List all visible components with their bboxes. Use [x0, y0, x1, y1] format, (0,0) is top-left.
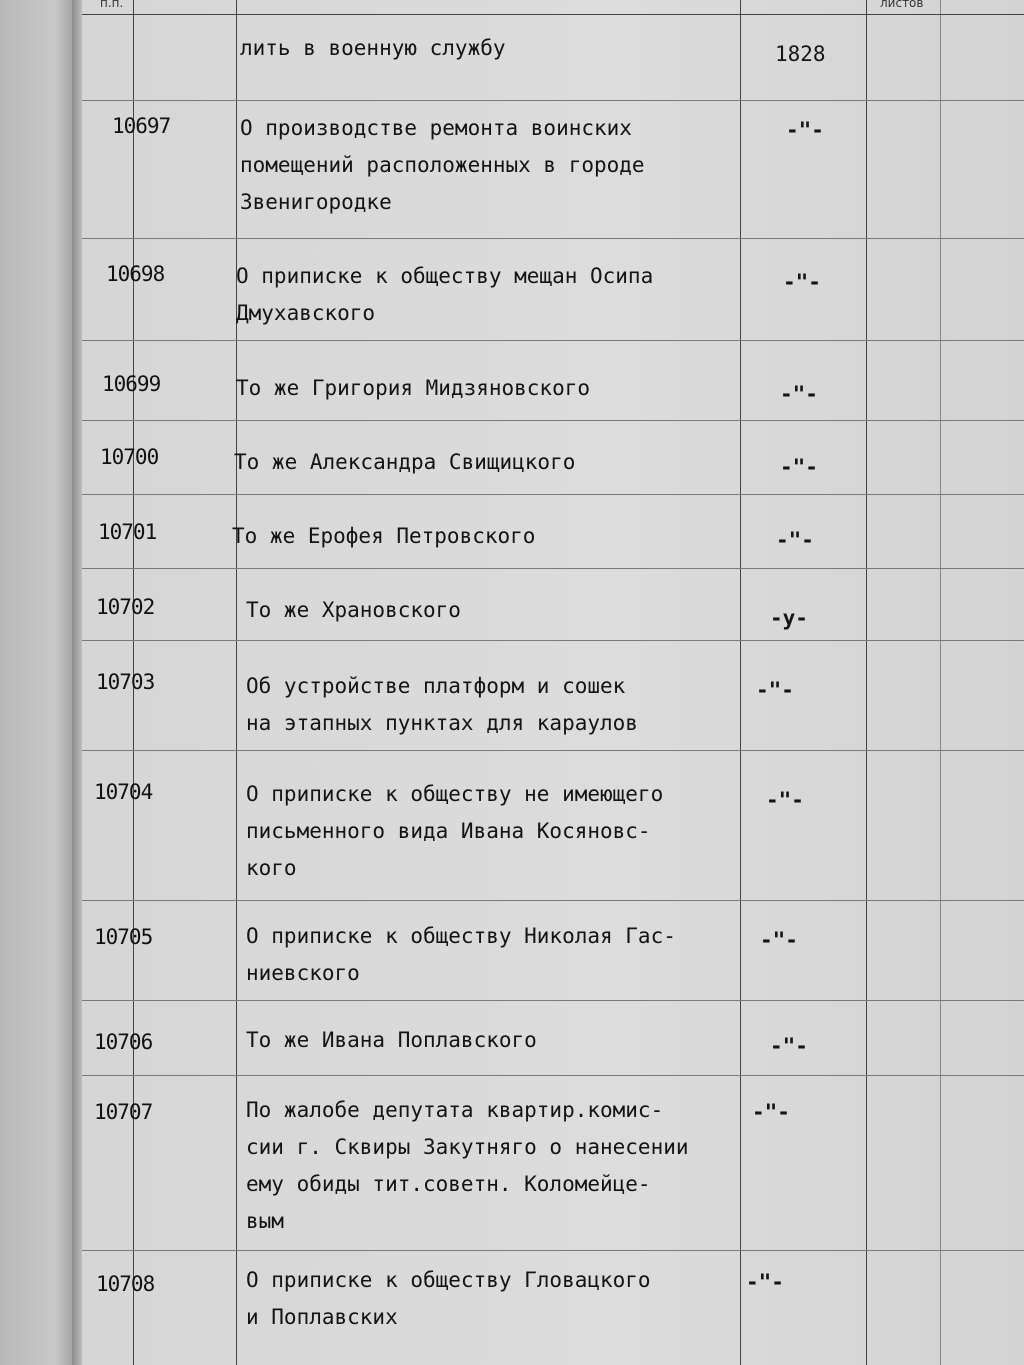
left-page-edge [0, 0, 78, 1365]
row-description: лить в военную службу [240, 36, 506, 60]
row-description: То же Ивана Поплавского [246, 1028, 537, 1052]
row-rule [82, 1000, 1024, 1001]
row-ditto-mark: -"- [766, 788, 804, 812]
row-ditto-mark: -"- [760, 928, 798, 952]
row-rule [82, 640, 1024, 641]
row-rule [82, 1250, 1024, 1251]
row-description: То же Храновского [246, 598, 461, 622]
row-number: 10698 [106, 262, 165, 286]
row-ditto-mark: -"- [783, 270, 821, 294]
row-number: 10702 [96, 595, 155, 619]
header-number: п.п. [100, 0, 124, 10]
row-number: 10708 [96, 1272, 155, 1296]
row-number: 10707 [94, 1100, 153, 1124]
row-number: 10699 [102, 372, 161, 396]
row-ditto-mark: -"- [752, 1100, 790, 1124]
row-rule [82, 494, 1024, 495]
row-number: 10703 [96, 670, 155, 694]
row-ditto-mark: -"- [770, 1034, 808, 1058]
row-number: 10697 [112, 114, 171, 138]
row-rule [82, 238, 1024, 239]
row-ditto-mark: -"- [780, 382, 818, 406]
row-description: То же Александра Свищицкого [234, 450, 576, 474]
row-rule [82, 750, 1024, 751]
row-rule [82, 420, 1024, 421]
row-rule [82, 1075, 1024, 1076]
row-ditto-mark: -"- [776, 528, 814, 552]
row-number: 10700 [100, 445, 159, 469]
row-rule [82, 100, 1024, 101]
column-line [866, 0, 867, 1365]
row-description: О приписке к обществу Николая Гас- ниевского [246, 924, 676, 985]
row-description: Об устройстве платформ и сошек на этапных пунктах для караулов [246, 674, 638, 735]
row-description: То же Григория Мидзяновского [236, 376, 591, 400]
row-ditto-mark: -у- [770, 606, 808, 630]
book-spine [72, 0, 82, 1365]
row-description: О производстве ремонта воинских помещений расположенных в городе Звенигородке [240, 116, 645, 214]
row-rule [82, 900, 1024, 901]
row-ditto-mark: -"- [756, 678, 794, 702]
row-number: 10705 [94, 925, 153, 949]
row-number: 10706 [94, 1030, 153, 1054]
row-number: 10704 [94, 780, 153, 804]
column-line [740, 0, 741, 1365]
row-year: 1828 [775, 42, 826, 66]
row-rule [82, 340, 1024, 341]
header-sheets: листов [880, 0, 924, 10]
row-description: О приписке к обществу не имеющего письменного вида Ивана Косяновс- кого [246, 782, 664, 880]
row-ditto-mark: -"- [746, 1270, 784, 1294]
column-line [940, 0, 941, 1365]
row-rule [82, 568, 1024, 569]
row-ditto-mark: -"- [786, 118, 824, 142]
row-description: О приписке к обществу Гловацкого и Поплавских [246, 1268, 651, 1329]
row-ditto-mark: -"- [780, 455, 818, 479]
row-description: О приписке к обществу мещан Осипа Дмухавского [236, 264, 654, 325]
header-rule [82, 14, 1024, 15]
row-description: То же Ерофея Петровского [232, 524, 536, 548]
row-number: 10701 [98, 520, 157, 544]
row-description: По жалобе депутата квартир.комис- сии г. Сквиры Закутняго о нанесении ему обиды тит.советн. Коломейце- вым [246, 1098, 689, 1233]
column-line [236, 0, 237, 1365]
